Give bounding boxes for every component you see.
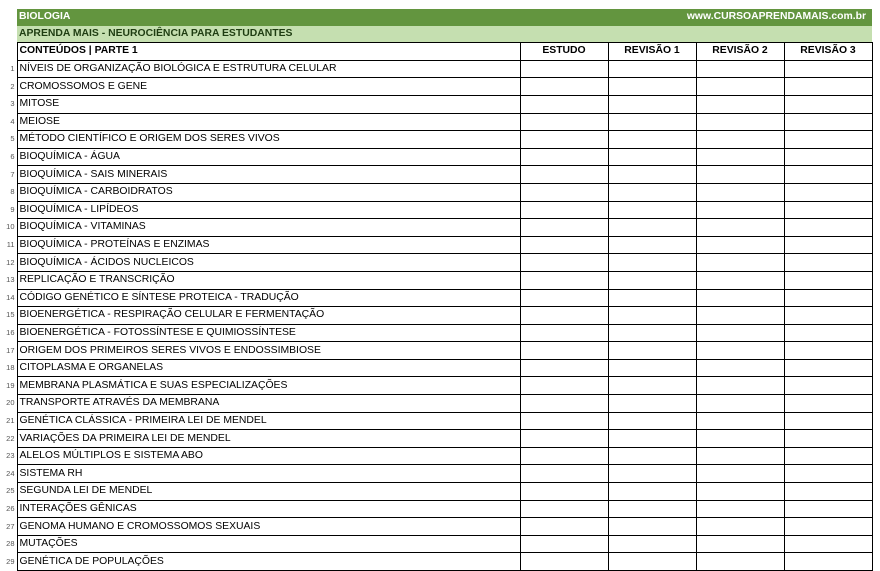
review-3-cell[interactable] — [784, 500, 872, 518]
column-header-row — [0, 43, 872, 61]
review-1-cell[interactable] — [608, 95, 696, 113]
review-1-cell[interactable] — [608, 535, 696, 553]
table-row — [0, 166, 872, 184]
topic-cell[interactable]: BIOQUÍMICA - ÁGUA — [17, 148, 520, 166]
study-cell[interactable] — [520, 271, 608, 289]
topic-cell[interactable]: BIOQUÍMICA - LIPÍDEOS — [17, 201, 520, 219]
row-number: 2 — [10, 81, 15, 91]
row-number: 4 — [10, 116, 15, 126]
row-number: 16 — [6, 327, 15, 337]
review-2-cell[interactable] — [696, 95, 784, 113]
review-3-cell[interactable] — [784, 465, 872, 483]
topic-cell[interactable]: CROMOSSOMOS E GENE — [17, 78, 520, 96]
topic-cell[interactable]: NÍVEIS DE ORGANIZAÇÃO BIOLÓGICA E ESTRUTURA CELULAR — [17, 60, 520, 78]
subject-title[interactable]: BIOLOGIA — [17, 9, 520, 26]
study-table — [0, 9, 873, 571]
study-cell[interactable] — [520, 535, 608, 553]
study-cell[interactable] — [520, 359, 608, 377]
review-3-cell[interactable] — [784, 236, 872, 254]
subtitle[interactable]: APRENDA MAIS - NEUROCIÊNCIA PARA ESTUDANTES — [17, 26, 872, 43]
review-1-cell[interactable] — [608, 289, 696, 307]
row-number: 24 — [6, 468, 15, 478]
topic-cell[interactable]: SEGUNDA LEI DE MENDEL — [17, 483, 520, 501]
row-number: 29 — [6, 556, 15, 566]
study-cell[interactable] — [520, 113, 608, 131]
column-header-review-2[interactable]: REVISÃO 2 — [696, 43, 784, 61]
study-cell[interactable] — [520, 553, 608, 571]
subtitle-bar — [0, 26, 872, 43]
review-3-cell[interactable] — [784, 430, 872, 448]
review-3-cell[interactable] — [784, 377, 872, 395]
review-3-cell[interactable] — [784, 219, 872, 237]
table-row — [0, 518, 872, 536]
column-header-study[interactable]: ESTUDO — [520, 43, 608, 61]
review-2-cell[interactable] — [696, 254, 784, 272]
review-2-cell[interactable] — [696, 412, 784, 430]
study-cell[interactable] — [520, 447, 608, 465]
review-3-cell[interactable] — [784, 359, 872, 377]
study-cell[interactable] — [520, 483, 608, 501]
review-2-cell[interactable] — [696, 219, 784, 237]
row-number: 13 — [6, 275, 15, 285]
row-number: 9 — [10, 204, 15, 214]
study-cell[interactable] — [520, 254, 608, 272]
row-number: 8 — [10, 187, 15, 197]
review-2-cell[interactable] — [696, 465, 784, 483]
review-2-cell[interactable] — [696, 201, 784, 219]
review-3-cell[interactable] — [784, 535, 872, 553]
table-row — [0, 483, 872, 501]
row-number: 22 — [6, 433, 15, 443]
row-number: 11 — [6, 240, 15, 250]
review-1-cell[interactable] — [608, 60, 696, 78]
table-row — [0, 113, 872, 131]
table-row — [0, 553, 872, 571]
table-row — [0, 201, 872, 219]
row-number: 27 — [6, 521, 15, 531]
table-row — [0, 359, 872, 377]
table-row — [0, 271, 872, 289]
row-number: 28 — [6, 539, 15, 549]
review-3-cell[interactable] — [784, 447, 872, 465]
review-1-cell[interactable] — [608, 166, 696, 184]
review-3-cell[interactable] — [784, 78, 872, 96]
review-2-cell[interactable] — [696, 359, 784, 377]
study-cell[interactable] — [520, 289, 608, 307]
review-1-cell[interactable] — [608, 183, 696, 201]
column-header-topic[interactable]: CONTEÚDOS | PARTE 1 — [17, 43, 520, 61]
table-row — [0, 324, 872, 342]
review-1-cell[interactable] — [608, 148, 696, 166]
table-row — [0, 131, 872, 149]
website-url[interactable]: www.CURSOAPRENDAMAIS.com.br — [520, 9, 872, 26]
review-3-cell[interactable] — [784, 60, 872, 78]
review-1-cell[interactable] — [608, 254, 696, 272]
topic-cell[interactable]: BIOQUÍMICA - SAIS MINERAIS — [17, 166, 520, 184]
table-row — [0, 377, 872, 395]
review-2-cell[interactable] — [696, 113, 784, 131]
study-cell[interactable] — [520, 131, 608, 149]
row-number: 20 — [6, 398, 15, 408]
review-3-cell[interactable] — [784, 289, 872, 307]
review-3-cell[interactable] — [784, 395, 872, 413]
table-row — [0, 395, 872, 413]
topic-cell[interactable]: TRANSPORTE ATRAVÉS DA MEMBRANA — [17, 395, 520, 413]
review-2-cell[interactable] — [696, 447, 784, 465]
row-number: 21 — [6, 415, 15, 425]
review-2-cell[interactable] — [696, 148, 784, 166]
study-cell[interactable] — [520, 307, 608, 325]
row-number: 25 — [6, 486, 15, 496]
table-row — [0, 95, 872, 113]
topic-cell[interactable]: BIOQUÍMICA - PROTEÍNAS E ENZIMAS — [17, 236, 520, 254]
topic-cell[interactable]: MITOSE — [17, 95, 520, 113]
review-3-cell[interactable] — [784, 148, 872, 166]
review-1-cell[interactable] — [608, 131, 696, 149]
topic-cell[interactable]: SISTEMA RH — [17, 465, 520, 483]
review-2-cell[interactable] — [696, 395, 784, 413]
review-2-cell[interactable] — [696, 430, 784, 448]
review-2-cell[interactable] — [696, 342, 784, 360]
topic-cell[interactable]: INTERAÇÕES GÊNICAS — [17, 500, 520, 518]
table-row — [0, 60, 872, 78]
study-cell[interactable] — [520, 78, 608, 96]
review-1-cell[interactable] — [608, 447, 696, 465]
review-1-cell[interactable] — [608, 412, 696, 430]
review-3-cell[interactable] — [784, 518, 872, 536]
table-row — [0, 412, 872, 430]
review-2-cell[interactable] — [696, 500, 784, 518]
review-2-cell[interactable] — [696, 289, 784, 307]
row-number: 6 — [10, 152, 15, 162]
review-3-cell[interactable] — [784, 201, 872, 219]
row-number: 3 — [10, 99, 15, 109]
table-row — [0, 78, 872, 96]
review-2-cell[interactable] — [696, 553, 784, 571]
topic-cell[interactable]: BIOQUÍMICA - CARBOIDRATOS — [17, 183, 520, 201]
study-cell[interactable] — [520, 430, 608, 448]
review-1-cell[interactable] — [608, 483, 696, 501]
review-1-cell[interactable] — [608, 395, 696, 413]
topic-cell[interactable]: CÓDIGO GENÉTICO E SÍNTESE PROTEICA - TRADUÇÃO — [17, 289, 520, 307]
review-2-cell[interactable] — [696, 324, 784, 342]
study-cell[interactable] — [520, 219, 608, 237]
table-row — [0, 447, 872, 465]
review-3-cell[interactable] — [784, 553, 872, 571]
column-header-review-3[interactable]: REVISÃO 3 — [784, 43, 872, 61]
topic-cell[interactable]: MEIOSE — [17, 113, 520, 131]
topic-cell[interactable]: GENOMA HUMANO E CROMOSSOMOS SEXUAIS — [17, 518, 520, 536]
study-cell[interactable] — [520, 342, 608, 360]
review-2-cell[interactable] — [696, 236, 784, 254]
review-1-cell[interactable] — [608, 430, 696, 448]
review-1-cell[interactable] — [608, 342, 696, 360]
review-2-cell[interactable] — [696, 183, 784, 201]
study-cell[interactable] — [520, 395, 608, 413]
topic-cell[interactable]: ALELOS MÚLTIPLOS E SISTEMA ABO — [17, 447, 520, 465]
table-row — [0, 307, 872, 325]
study-cell[interactable] — [520, 148, 608, 166]
review-2-cell[interactable] — [696, 535, 784, 553]
column-header-review-1[interactable]: REVISÃO 1 — [608, 43, 696, 61]
study-cell[interactable] — [520, 500, 608, 518]
table-row — [0, 148, 872, 166]
topic-cell[interactable]: MÉTODO CIENTÍFICO E ORIGEM DOS SERES VIVOS — [17, 131, 520, 149]
table-row — [0, 219, 872, 237]
review-3-cell[interactable] — [784, 254, 872, 272]
row-number: 26 — [6, 503, 15, 513]
review-1-cell[interactable] — [608, 377, 696, 395]
review-3-cell[interactable] — [784, 113, 872, 131]
study-cell[interactable] — [520, 412, 608, 430]
study-cell[interactable] — [520, 201, 608, 219]
table-row — [0, 342, 872, 360]
study-cell[interactable] — [520, 377, 608, 395]
review-1-cell[interactable] — [608, 359, 696, 377]
topic-cell[interactable]: BIOQUÍMICA - VITAMINAS — [17, 219, 520, 237]
title-bar — [0, 9, 872, 26]
review-1-cell[interactable] — [608, 113, 696, 131]
topic-cell[interactable]: REPLICAÇÃO E TRANSCRIÇÃO — [17, 271, 520, 289]
topic-cell[interactable]: MUTAÇÕES — [17, 535, 520, 553]
topic-cell[interactable]: GENÉTICA DE POPULAÇÕES — [17, 553, 520, 571]
row-number: 1 — [10, 64, 15, 74]
table-row — [0, 254, 872, 272]
review-3-cell[interactable] — [784, 131, 872, 149]
row-number: 17 — [6, 345, 15, 355]
study-cell[interactable] — [520, 60, 608, 78]
table-row — [0, 430, 872, 448]
review-3-cell[interactable] — [784, 483, 872, 501]
row-number: 5 — [10, 134, 15, 144]
row-number: 12 — [6, 257, 15, 267]
study-cell[interactable] — [520, 236, 608, 254]
study-cell[interactable] — [520, 518, 608, 536]
topic-cell[interactable]: GENÉTICA CLÁSSICA - PRIMEIRA LEI DE MENDEL — [17, 412, 520, 430]
topic-cell[interactable]: MEMBRANA PLASMÁTICA E SUAS ESPECIALIZAÇÕES — [17, 377, 520, 395]
table-row — [0, 535, 872, 553]
review-3-cell[interactable] — [784, 166, 872, 184]
study-cell[interactable] — [520, 465, 608, 483]
topic-cell[interactable]: BIOENERGÉTICA - FOTOSSÍNTESE E QUIMIOSSÍNTESE — [17, 324, 520, 342]
review-2-cell[interactable] — [696, 166, 784, 184]
review-2-cell[interactable] — [696, 377, 784, 395]
review-1-cell[interactable] — [608, 78, 696, 96]
row-number: 19 — [6, 380, 15, 390]
table-row — [0, 500, 872, 518]
study-cell[interactable] — [520, 324, 608, 342]
review-1-cell[interactable] — [608, 465, 696, 483]
review-3-cell[interactable] — [784, 412, 872, 430]
review-1-cell[interactable] — [608, 201, 696, 219]
review-2-cell[interactable] — [696, 131, 784, 149]
review-2-cell[interactable] — [696, 271, 784, 289]
review-2-cell[interactable] — [696, 518, 784, 536]
topic-cell[interactable]: BIOENERGÉTICA - RESPIRAÇÃO CELULAR E FERMENTAÇÃO — [17, 307, 520, 325]
topic-cell[interactable]: ORIGEM DOS PRIMEIROS SERES VIVOS E ENDOSSIMBIOSE — [17, 342, 520, 360]
review-1-cell[interactable] — [608, 307, 696, 325]
review-2-cell[interactable] — [696, 307, 784, 325]
topic-cell[interactable]: CITOPLASMA E ORGANELAS — [17, 359, 520, 377]
review-2-cell[interactable] — [696, 78, 784, 96]
row-number: 14 — [6, 292, 15, 302]
review-1-cell[interactable] — [608, 518, 696, 536]
study-cell[interactable] — [520, 95, 608, 113]
review-1-cell[interactable] — [608, 324, 696, 342]
review-3-cell[interactable] — [784, 271, 872, 289]
review-1-cell[interactable] — [608, 553, 696, 571]
table-row — [0, 236, 872, 254]
review-3-cell[interactable] — [784, 95, 872, 113]
table-row — [0, 465, 872, 483]
row-number: 15 — [6, 310, 15, 320]
table-row — [0, 289, 872, 307]
topic-cell[interactable]: BIOQUÍMICA - ÁCIDOS NUCLEICOS — [17, 254, 520, 272]
row-number: 10 — [6, 222, 15, 232]
study-cell[interactable] — [520, 166, 608, 184]
review-2-cell[interactable] — [696, 60, 784, 78]
row-number: 18 — [6, 363, 15, 373]
review-1-cell[interactable] — [608, 500, 696, 518]
review-2-cell[interactable] — [696, 483, 784, 501]
row-number: 7 — [10, 169, 15, 179]
review-3-cell[interactable] — [784, 342, 872, 360]
table-row — [0, 183, 872, 201]
row-number: 23 — [6, 451, 15, 461]
review-3-cell[interactable] — [784, 324, 872, 342]
review-1-cell[interactable] — [608, 236, 696, 254]
review-3-cell[interactable] — [784, 307, 872, 325]
topic-cell[interactable]: VARIAÇÕES DA PRIMEIRA LEI DE MENDEL — [17, 430, 520, 448]
review-1-cell[interactable] — [608, 219, 696, 237]
review-1-cell[interactable] — [608, 271, 696, 289]
study-cell[interactable] — [520, 183, 608, 201]
review-3-cell[interactable] — [784, 183, 872, 201]
